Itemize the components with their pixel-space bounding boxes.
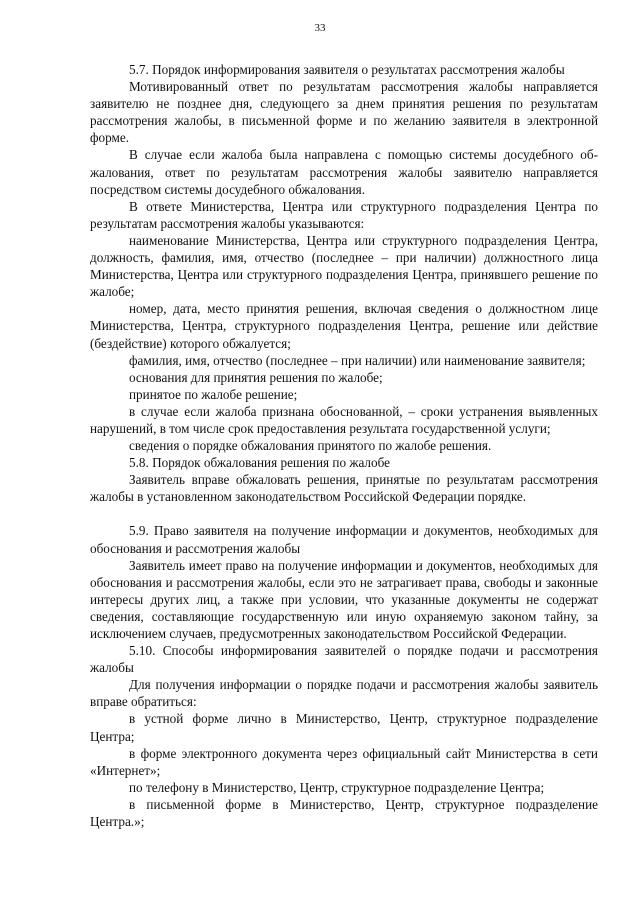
list-item: в устной форме лично в Министерство, Центр, структурное подразделение Центра; [90,711,598,744]
paragraph: В случае если жалоба была направлена с помощью системы досудебного обжалования, ответ по результатам рассмотрения жалобы заявителю направляется посредством системы досудебного обжалования. [90,147,598,197]
list-item: фамилия, имя, отчество (последнее – при наличии) или наименование заявителя; [129,352,586,368]
list-item: по телефону в Министерство, Центр, структурное подразделение Центра; [129,779,545,795]
list-item: в форме электронного документа через официальный сайт Министерства в сети «Интернет»; [90,745,598,778]
list-item: номер, дата, место принятия решения, включая сведения о должностном лице Министерства, Центра, структурного подразделения Центра, решение или действие (бездействие) которого обжалуется; [90,301,598,351]
page-number: 33 [314,22,326,34]
list-item: в случае если жалоба признана обоснованной, – сроки устранения выявленных нарушений, в том числе срок предоставления результата государственной услуги; [90,403,598,436]
list-item: принятое по жалобе решение; [129,386,298,402]
list-item: наименование Министерства, Центра или структурного подразделения Центра, должность, фамилия, имя, отчество (последнее – при наличии) должностного лица Министерства, Центра или структурного подразделения Центра, принявшего решение по жалобе; [90,232,598,300]
paragraph: Мотивированный ответ по результатам рассмотрения жалобы направляется заявителю не позднее дня, следующего за днем принятия решения по результатам рассмотрения жалобы, в письменной форме и по желанию заявителя в электронной форме. [90,79,598,146]
list-item: сведения о порядке обжалования принятого по жалобе решения. [129,438,492,454]
paragraph: В ответе Министерства, Центра или структурного подразделения Центра по результатам рассмотрения жалобы указываются: [90,198,598,231]
section-heading-5-10: 5.10. Способы информирования заявителей о порядке подачи и рассмотрения жалобы [90,643,598,676]
section-heading-5-8: 5.8. Порядок обжалования решения по жалобе [129,455,391,471]
list-item: в письменной форме в Министерство, Центр, структурное подразделение Центра.»; [90,796,598,830]
paragraph: Для получения информации о порядке подачи и рассмотрения жалобы заявитель вправе обратиться: [90,677,598,710]
paragraph: Заявитель вправе обжаловать решения, принятые по результатам рассмотрения жалобы в установленном законодательством Российской Федерации порядке. [90,472,598,505]
section-heading-5-9: 5.9. Право заявителя на получение информации и документов, необходимых для обоснования и рассмотрения жалобы [90,523,598,556]
list-item: основания для принятия решения по жалобе; [129,369,383,385]
document-body [90,61,598,830]
paragraph: Заявитель имеет право на получение информации и документов, необходимых для обоснования и рассмотрения жалобы, если это не затрагивает права, свободы и законные интересы других лиц, а также при условии, что указанные документы не содержат сведения, составляющие государственную или иную охраняемую законом тайну, за исключением случаев, предусмотренных законодательством Российской Федерации. [90,557,598,641]
section-heading-5-7: 5.7. Порядок информирования заявителя о результатах рассмотрения жалобы [129,62,565,77]
